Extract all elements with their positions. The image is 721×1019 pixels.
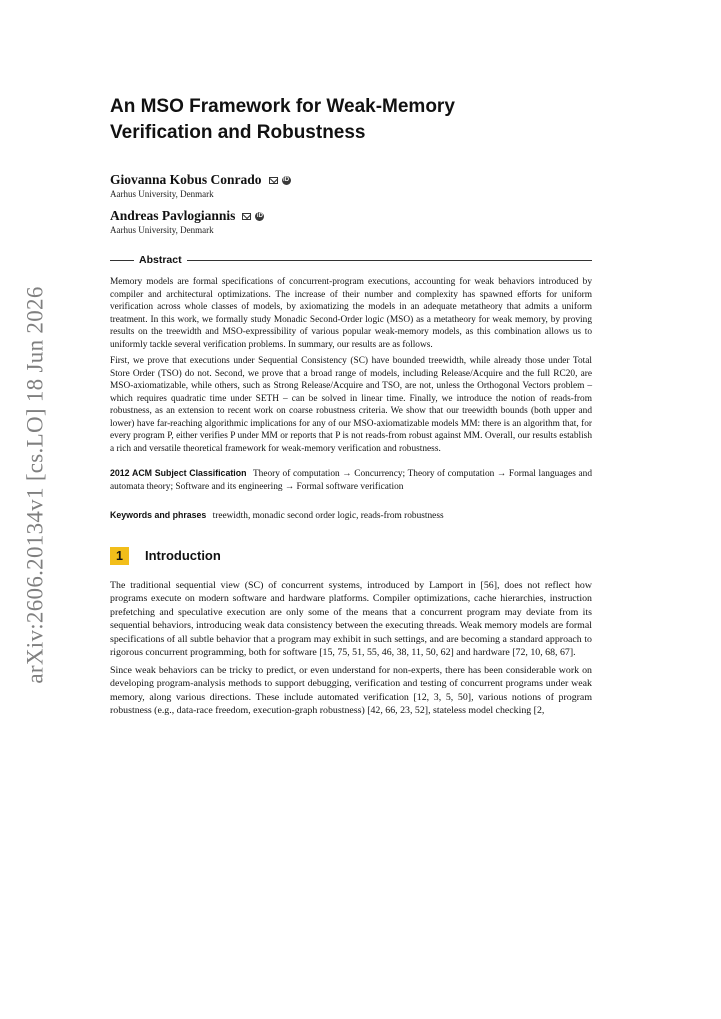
keywords-label: Keywords and phrases: [110, 510, 207, 520]
abstract-rule-right: [187, 260, 592, 261]
paper-title-line-2: Verification and Robustness: [110, 122, 366, 143]
author-2-name: Andreas Pavlogiannis: [110, 208, 236, 223]
author-1: [110, 172, 592, 200]
intro-paragraph-1: The traditional sequential view (SC) of concurrent systems, introduced by Lamport in [56], does not reflect how programs execute on modern software and hardware platforms. Compiler optimizations, cache hierarchies, instruction prefetching and speculative execution are only some of the means that a concurrent program may deviate from its sequential behaviors, introducing weak data consistency between the executing threads. Weak memory models are formal specifications of all subtle behavior that a program may exhibit in such settings, and are becoming a standard approach to rigorous concurrent programming, both for software [15, 75, 51, 55, 46, 38, 11, 50, 62] and hardware [72, 10, 68, 67].: [110, 579, 592, 658]
orcid-icon[interactable]: iD: [283, 177, 290, 183]
author-2-affiliation: Aarhus University, Denmark: [110, 225, 214, 235]
email-icon[interactable]: [269, 177, 278, 184]
abstract-label: Abstract: [139, 254, 182, 266]
section-heading: [110, 547, 592, 565]
acm-classification-text: Theory of computation → Concurrency; Theory of computation → Formal languages and automata theory; Software and its engineering → Formal software verification: [110, 469, 593, 492]
keywords-text: treewidth, monadic second order logic, reads-from robustness: [212, 511, 444, 521]
paper-title-line-1: An MSO Framework for Weak-Memory: [110, 96, 455, 117]
abstract-rule-left: [110, 260, 134, 261]
paper-page: [110, 94, 592, 722]
keywords: [110, 509, 592, 523]
author-1-affiliation: Aarhus University, Denmark: [110, 189, 214, 199]
section-title: Introduction: [145, 548, 221, 563]
abstract-paragraph-1: Memory models are formal specifications of concurrent-program executions, accounting for weak behaviors introduced by compiler and architectural optimizations. The increase of their number and complexity has spawned efforts for uniform verification across whole classes of models, by axiomatizing the models in an adequate metatheory that admits a uniform treatment. In this work, we formally study Monadic Second-Order logic (MSO) as a metatheory for weak memory, by proving results on the treewidth and MSO-expressibility of various popular weak-memory models, as this combination allows us to uniformly tackle several verification problems. In summary, our results are as follows.: [110, 277, 592, 350]
abstract: [110, 276, 592, 455]
acm-classification-label: 2012 ACM Subject Classification: [110, 468, 247, 478]
email-icon[interactable]: [242, 213, 251, 220]
orcid-icon[interactable]: iD: [256, 213, 263, 219]
paper-title: [110, 94, 592, 146]
acm-classification: [110, 467, 592, 493]
introduction-body: [110, 579, 592, 718]
abstract-paragraph-2: First, we prove that executions under Sequential Consistency (SC) have bounded treewidth, while already those under Total Store Order (TSO) do not. Second, we prove that a broad range of models, including Release/Acquire and the full RC20, are MSO-axiomatizable, while others, such as Strong Release/Acquire and TSO, are not, unless the Orthogonal Vectors problem – which requires quadratic time under SETH – can be solved in linear time. Finally, we introduce the notion of reads-from robustness, as an extension to recent work on coarse robustness criteria. We show that our treewidth bounds (both upper and lower) have far-reaching algorithmic implications for any of our MSO-axiomatizable models MM: there is an algorithm that, for every program P, either verifies P under MM or reports that P is not reads-from robust against MM. Overall, our results establish a rich and versatile theoretical framework for weak-memory verification and robustness.: [110, 356, 592, 454]
section-number: 1: [110, 547, 129, 565]
arxiv-identifier-text: arXiv:2606.20134v1 [cs.LO] 18 Jun 2026: [23, 286, 48, 684]
arxiv-identifier: [16, 286, 56, 684]
intro-paragraph-2: Since weak behaviors can be tricky to predict, or even understand for non-experts, there has been considerable work on developing program-analysis methods to support debugging, verification and testing of concurrent programs under weak memory, along various directions. These include automated verification [12, 3, 5, 50], various notions of program robustness (e.g., data-race freedom, execution-graph robustness) [42, 66, 23, 52], stateless model checking [2,: [110, 664, 592, 716]
author-2: [110, 208, 592, 236]
author-1-name: Giovanna Kobus Conrado: [110, 172, 262, 187]
abstract-heading: [110, 254, 592, 266]
